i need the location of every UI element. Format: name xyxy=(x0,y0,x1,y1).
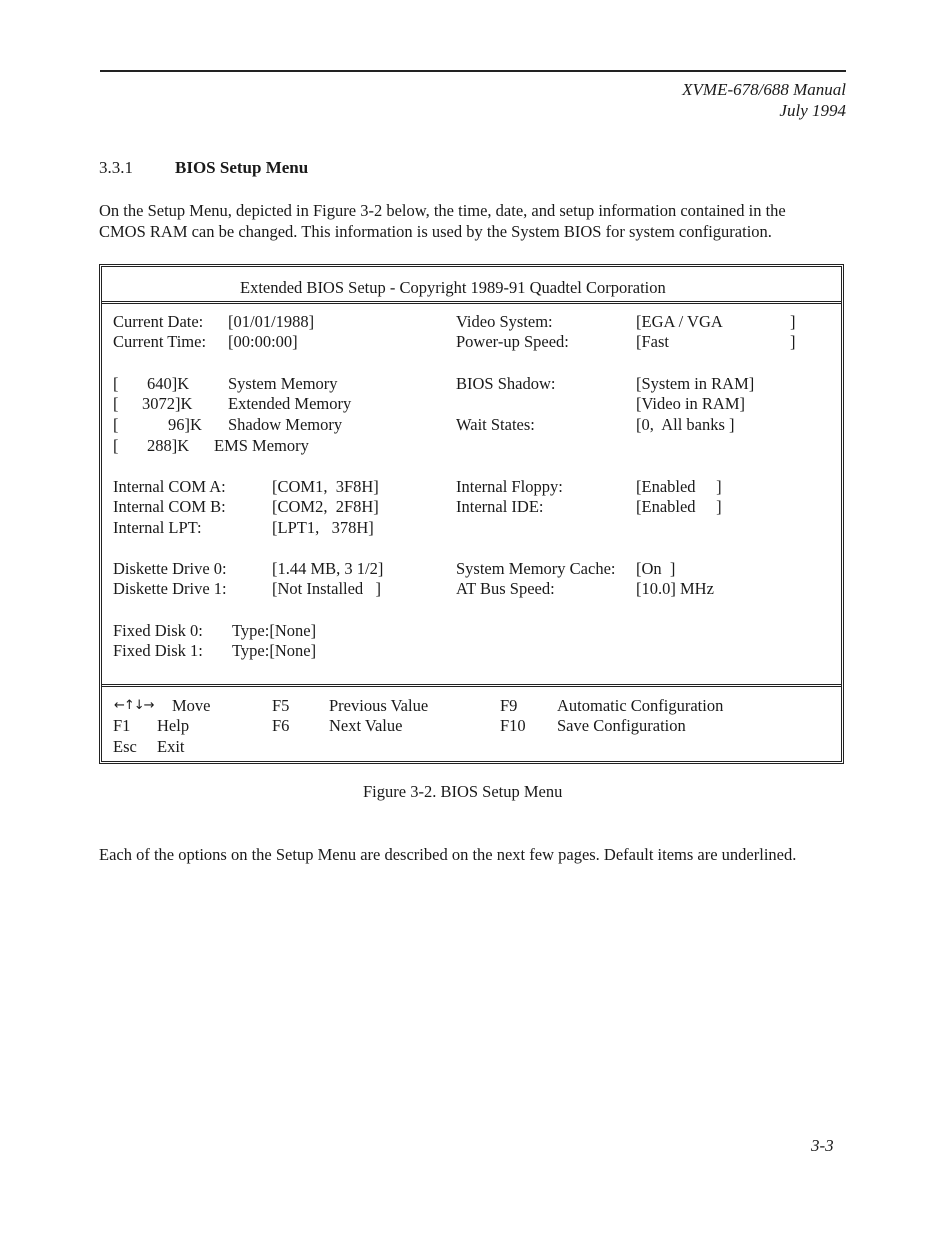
fixed-disk-1-label: Fixed Disk 1: xyxy=(113,641,203,660)
powerup-speed-label: Power-up Speed: xyxy=(456,332,569,351)
wait-states-label: Wait States: xyxy=(456,415,535,434)
figure-caption: Figure 3-2. BIOS Setup Menu xyxy=(363,782,563,801)
extended-memory-value: 3072]K xyxy=(142,394,193,413)
lpt-value[interactable]: [LPT1, 378H] xyxy=(272,518,374,537)
current-date-value[interactable]: [01/01/1988] xyxy=(228,312,315,331)
video-system-value[interactable]: [EGA / VGA xyxy=(636,312,723,331)
bios-shadow-value-1[interactable]: [System in RAM] xyxy=(636,374,755,393)
com-b-label: Internal COM B: xyxy=(113,497,226,516)
bios-title: Extended BIOS Setup - Copyright 1989-91 Quadtel Corporation xyxy=(240,278,666,297)
esc-key[interactable]: Esc xyxy=(113,737,137,756)
memory-cache-label: System Memory Cache: xyxy=(456,559,616,578)
diskette-1-value[interactable]: [Not Installed ] xyxy=(272,579,382,598)
com-a-value[interactable]: [COM1, 3F8H] xyxy=(272,477,379,496)
section-title: BIOS Setup Menu xyxy=(175,158,309,177)
lpt-label: Internal LPT: xyxy=(113,518,202,537)
floppy-value[interactable]: [Enabled ] xyxy=(636,477,722,496)
move-arrows-icon: ←↑↓→ xyxy=(114,698,154,713)
ems-memory-bracket: [ xyxy=(113,436,119,455)
diskette-1-label: Diskette Drive 1: xyxy=(113,579,227,598)
shadow-memory-label: Shadow Memory xyxy=(228,415,343,434)
current-date-label: Current Date: xyxy=(113,312,204,331)
closing-paragraph: Each of the options on the Setup Menu are described on the next few pages. Default items are underlined. xyxy=(99,845,797,864)
f6-key[interactable]: F6 xyxy=(272,716,290,735)
system-memory-label: System Memory xyxy=(228,374,338,393)
ems-memory-value[interactable]: 288]K xyxy=(147,436,190,455)
bus-speed-value[interactable]: [10.0] MHz xyxy=(636,579,714,598)
fixed-disk-0-value[interactable]: Type:[None] xyxy=(232,621,317,640)
f10-label: Save Configuration xyxy=(557,716,686,735)
manual-date: July 1994 xyxy=(779,101,846,120)
page-number: 3-3 xyxy=(811,1136,834,1155)
wait-states-value[interactable]: [0, All banks ] xyxy=(636,415,735,434)
f1-key[interactable]: F1 xyxy=(113,716,131,735)
current-time-value[interactable]: [00:00:00] xyxy=(228,332,298,351)
keys-divider xyxy=(102,684,841,687)
powerup-speed-value[interactable]: [Fast xyxy=(636,332,669,351)
diskette-0-label: Diskette Drive 0: xyxy=(113,559,227,578)
floppy-label: Internal Floppy: xyxy=(456,477,563,496)
current-time-label: Current Time: xyxy=(113,332,207,351)
fixed-disk-1-value[interactable]: Type:[None] xyxy=(232,641,317,660)
f9-key[interactable]: F9 xyxy=(500,696,518,715)
move-label: Move xyxy=(172,696,211,715)
bus-speed-label: AT Bus Speed: xyxy=(456,579,555,598)
f6-label: Next Value xyxy=(329,716,403,735)
bios-shadow-label: BIOS Shadow: xyxy=(456,374,556,393)
f1-label: Help xyxy=(157,716,190,735)
video-system-label: Video System: xyxy=(456,312,553,331)
ide-value[interactable]: [Enabled ] xyxy=(636,497,722,516)
shadow-memory-bracket: [ xyxy=(113,415,119,434)
intro-line-2: CMOS RAM can be changed. This information is used by the System BIOS for system configuration. xyxy=(99,222,772,241)
f10-key[interactable]: F10 xyxy=(500,716,526,735)
ems-memory-label: EMS Memory xyxy=(214,436,309,455)
fixed-disk-0-label: Fixed Disk 0: xyxy=(113,621,203,640)
esc-label: Exit xyxy=(157,737,185,756)
f5-key[interactable]: F5 xyxy=(272,696,290,715)
extended-memory-label: Extended Memory xyxy=(228,394,352,413)
ide-label: Internal IDE: xyxy=(456,497,544,516)
video-system-close: ] xyxy=(790,312,796,331)
shadow-memory-value: 96]K xyxy=(168,415,202,434)
f9-label: Automatic Configuration xyxy=(557,696,724,715)
com-b-value[interactable]: [COM2, 2F8H] xyxy=(272,497,379,516)
section-number: 3.3.1 xyxy=(99,158,133,177)
com-a-label: Internal COM A: xyxy=(113,477,226,496)
header-rule xyxy=(100,70,846,72)
f5-label: Previous Value xyxy=(329,696,429,715)
system-memory-value: 640]K xyxy=(147,374,190,393)
memory-cache-value[interactable]: [On ] xyxy=(636,559,676,578)
intro-line-1: On the Setup Menu, depicted in Figure 3-2 below, the time, date, and setup information contained in the xyxy=(99,201,786,220)
system-memory-bracket: [ xyxy=(113,374,119,393)
bios-shadow-value-2[interactable]: [Video in RAM] xyxy=(636,394,745,413)
diskette-0-value[interactable]: [1.44 MB, 3 1/2] xyxy=(272,559,384,578)
title-divider xyxy=(102,301,841,304)
powerup-speed-close: ] xyxy=(790,332,796,351)
manual-title: XVME-678/688 Manual xyxy=(682,80,846,99)
extended-memory-bracket: [ xyxy=(113,394,119,413)
